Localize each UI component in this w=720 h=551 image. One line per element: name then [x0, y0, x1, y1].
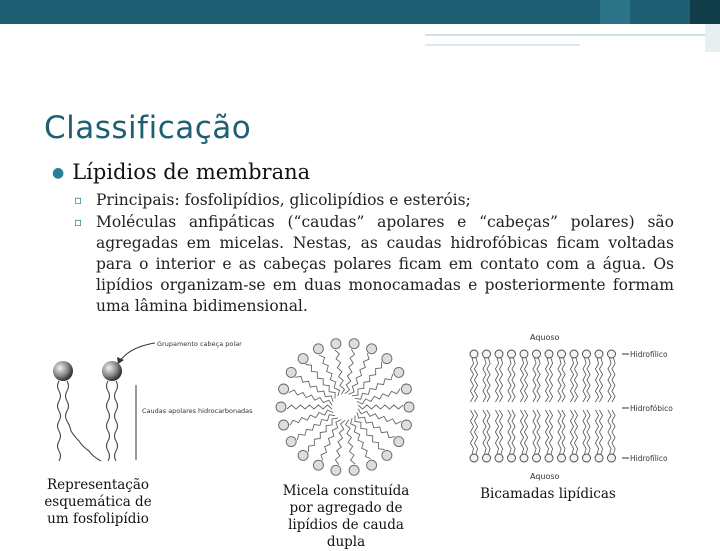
- bilayer-head: [595, 350, 603, 358]
- micelle-head: [298, 450, 308, 460]
- header-bar-dark: [690, 0, 720, 24]
- bilayer-tail: [558, 358, 561, 402]
- bilayer-head: [520, 350, 528, 358]
- bilayer-tail: [612, 410, 615, 454]
- bilayer-tail: [487, 358, 490, 402]
- polar-head-icon: [53, 361, 73, 381]
- bilayer-tail: [608, 358, 611, 402]
- bilayer-tail: [537, 410, 540, 454]
- micelle-head: [298, 354, 308, 364]
- bilayer-head: [483, 350, 491, 358]
- bilayer-tail: [574, 410, 577, 454]
- bilayer-head: [545, 454, 553, 462]
- micelle-head: [367, 344, 377, 354]
- bilayer-head: [533, 454, 541, 462]
- bilayer-head: [583, 454, 591, 462]
- bilayer-tail: [545, 410, 548, 454]
- bilayer-tail: [549, 410, 552, 454]
- bilayer-tail: [487, 410, 490, 454]
- slide-title: Classificação: [44, 110, 252, 146]
- micelle-head: [313, 460, 323, 470]
- hydrophilic-top-label: Hidrofílico: [630, 350, 668, 359]
- bilayer-tail: [499, 358, 502, 402]
- bilayer-head: [558, 350, 566, 358]
- bilayer-tail: [495, 358, 498, 402]
- bilayer-tail: [499, 410, 502, 454]
- aqueous-top-label: Aquoso: [530, 333, 560, 342]
- bilayer-head: [608, 350, 616, 358]
- phospholipid-figure: [30, 335, 280, 475]
- bilayer-head: [508, 454, 516, 462]
- bilayer-tail: [483, 358, 486, 402]
- bilayer-head: [495, 454, 503, 462]
- bilayer-tail: [508, 358, 511, 402]
- micelle-head: [279, 420, 289, 430]
- bilayer-tail: [562, 358, 565, 402]
- bilayer-head: [533, 350, 541, 358]
- bilayer-tail: [512, 410, 515, 454]
- micelle-head: [382, 450, 392, 460]
- micelle-head: [276, 402, 286, 412]
- bilayer-tail: [608, 410, 611, 454]
- bilayer-tail: [537, 358, 540, 402]
- bilayer-tail: [558, 410, 561, 454]
- bilayer-head: [545, 350, 553, 358]
- bilayer-tail: [599, 410, 602, 454]
- micelle-head: [404, 402, 414, 412]
- micelle-tail: [358, 409, 401, 424]
- hydrophobic-label: Hidrofóbico: [630, 404, 673, 413]
- bilayer-tail: [583, 410, 586, 454]
- micelle-tail: [295, 376, 333, 401]
- bilayer-tail: [599, 358, 602, 402]
- micelle-tail: [289, 390, 332, 405]
- bilayer-tail: [524, 410, 527, 454]
- bilayer-tail: [520, 358, 523, 402]
- micelle-head: [286, 367, 296, 377]
- bilayer-tail: [562, 410, 565, 454]
- micelle-head: [286, 437, 296, 447]
- polar-head-icon: [102, 361, 122, 381]
- header-right-block: [705, 24, 720, 52]
- bilayer-head: [595, 454, 603, 462]
- bilayer-tail: [533, 358, 536, 402]
- bilayer-tail: [470, 410, 473, 454]
- bilayer-tail: [483, 410, 486, 454]
- bilayer-tail: [512, 358, 515, 402]
- bilayer-tail: [474, 358, 477, 402]
- sub-bullet-square-icon: ▫: [74, 215, 83, 229]
- bilayer-tail: [549, 358, 552, 402]
- bilayer-figure: [462, 328, 702, 484]
- micelle-figure: [272, 334, 418, 480]
- bilayer-head: [508, 350, 516, 358]
- header-accent-line-2: [425, 44, 580, 46]
- bilayer-head: [470, 350, 478, 358]
- bilayer-head: [570, 454, 578, 462]
- micelle-head: [313, 344, 323, 354]
- micelle-tail: [287, 405, 332, 409]
- micelle-tail: [335, 420, 345, 465]
- micelle-head: [394, 367, 404, 377]
- bullet-dot-icon: ●: [52, 165, 65, 181]
- bilayer-tail: [595, 358, 598, 402]
- bilayer-diagram: [470, 350, 616, 462]
- bilayer-tail: [574, 358, 577, 402]
- micelle-tail: [321, 420, 341, 461]
- bilayer-tail: [595, 410, 598, 454]
- aqueous-bottom-label: Aquoso: [530, 472, 560, 481]
- bilayer-tail: [495, 410, 498, 454]
- bilayer-tail: [612, 358, 615, 402]
- bilayer-head: [570, 350, 578, 358]
- micelle-tail: [358, 405, 403, 409]
- bilayer-head: [608, 454, 616, 462]
- header-stripe: [600, 0, 630, 24]
- bilayer-tail: [470, 358, 473, 402]
- bilayer-tail: [545, 358, 548, 402]
- sub-bullet-text: Moléculas anfipáticas (“caudas” apolares e “cabeças” polares) são agregadas em micelas. Nestas, as caudas hidrofóbicas ficam voltadas para o interior e as cabeças polares ficam em contato com a água. Os lipídios organizam-se em duas monocamadas e posteriormente formam uma lâmina bidimensional.: [96, 213, 674, 315]
- micelle-tail: [357, 389, 400, 404]
- micelle-head: [367, 460, 377, 470]
- micelle-tail: [346, 420, 356, 465]
- bilayer-tail: [474, 410, 477, 454]
- bilayer-head: [583, 350, 591, 358]
- micelle-head: [401, 384, 411, 394]
- micelle-tail: [357, 412, 395, 437]
- bilayer-tail: [583, 358, 586, 402]
- micelle-head: [279, 384, 289, 394]
- head-label: Grupamento cabeça polar: [157, 340, 242, 348]
- micelle-head: [401, 420, 411, 430]
- micelle-head: [349, 465, 359, 475]
- bilayer-tail: [587, 410, 590, 454]
- micelle-tail: [335, 350, 345, 395]
- micelle-head: [382, 354, 392, 364]
- micelle-tail: [355, 416, 385, 450]
- micelle-head: [394, 437, 404, 447]
- micelle-tail: [306, 365, 336, 399]
- bilayer-tail: [570, 358, 573, 402]
- bilayer-tail: [587, 358, 590, 402]
- bilayer-head: [483, 454, 491, 462]
- sub-bullet-square-icon: ▫: [74, 193, 83, 207]
- bullet-membrane-lipids: [52, 160, 310, 184]
- sub-bullet-text: Principais: fosfolipídios, glicolipídios e esteróis;: [96, 191, 471, 209]
- bilayer-caption: Bicamadas lipídicas: [480, 486, 616, 502]
- bilayer-head: [520, 454, 528, 462]
- bilayer-head: [470, 454, 478, 462]
- bullet-text: Lípidios de membrana: [72, 160, 311, 184]
- micelle-head: [331, 465, 341, 475]
- hydrophilic-bottom-label: Hidrofílico: [630, 454, 668, 463]
- bilayer-tail: [508, 410, 511, 454]
- bilayer-head: [495, 350, 503, 358]
- phospholipid-caption: Representação esquemática de um fosfolipídio: [44, 477, 152, 527]
- bilayer-tail: [520, 410, 523, 454]
- tail-label: Caudas apolares hidrocarbonadas: [142, 407, 253, 415]
- micelle-tail: [345, 349, 355, 394]
- micelle-tail: [349, 353, 369, 394]
- header-accent-line: [425, 34, 705, 36]
- bilayer-tail: [570, 410, 573, 454]
- bilayer-head: [558, 454, 566, 462]
- micelle-tail: [290, 410, 333, 425]
- bilayer-tail: [524, 358, 527, 402]
- bilayer-tail: [533, 410, 536, 454]
- micelle-diagram: [276, 339, 414, 476]
- micelle-head: [349, 339, 359, 349]
- micelle-caption: Micela constituída por agregado de lipídios de cauda dupla: [282, 483, 410, 550]
- micelle-head: [331, 339, 341, 349]
